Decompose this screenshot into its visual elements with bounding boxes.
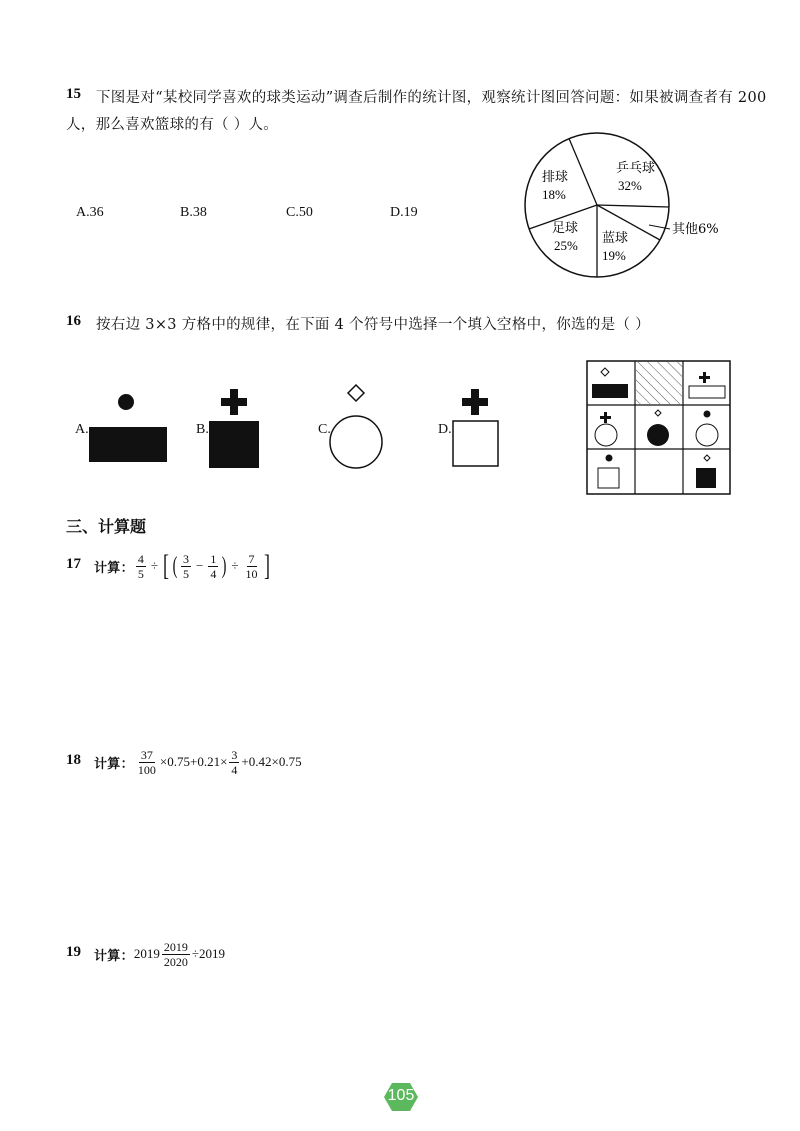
white-square-icon <box>453 421 498 466</box>
pie-label-football: 足球 <box>552 221 579 236</box>
q17-fraction-a: $\frac{4}{5}$ <box>137 551 144 581</box>
diamond-icon <box>348 385 364 401</box>
q16-option-a-figure <box>86 390 170 466</box>
q16-option-d-figure <box>448 386 506 472</box>
q18-expression <box>94 742 302 782</box>
right-paren: ) <box>221 553 227 579</box>
right-bracket: ] <box>263 549 270 582</box>
grid-cell-2-2 <box>647 410 669 446</box>
pie-label-other: 其他6% <box>672 222 719 237</box>
q16-text: 按右边 3×3 方格中的规律，在下面 4 个符号中选择一个填入空格中，你选的是（ ） <box>96 317 650 333</box>
grid-cell-3-2-empty <box>638 452 680 492</box>
left-bracket: [ <box>163 549 170 582</box>
q15-number: 15 <box>66 86 81 102</box>
page-number: 105 <box>387 1087 415 1104</box>
q16-option-c-label: C. <box>318 422 331 437</box>
q17-number: 17 <box>66 556 81 572</box>
q15-option-a: A.36 <box>76 205 104 220</box>
section-title-calculation: 三、计算题 <box>66 517 147 536</box>
q18-fraction-2: $\frac{3}{4}$ <box>231 747 238 777</box>
q18-number: 18 <box>66 752 81 768</box>
q15-text-line1: 下图是对“某校同学喜欢的球类运动”调查后制作的统计图，观察统计图回答问题：如果被调查者有 200 <box>96 90 767 106</box>
black-square-icon <box>209 421 259 468</box>
q19-label: 计算： <box>94 948 134 964</box>
q18-label: 计算： <box>94 756 134 772</box>
grid-cell-3-1 <box>598 455 619 489</box>
grid-cell-1-2-hatched <box>636 362 682 404</box>
q16-pattern-grid <box>586 360 732 496</box>
q16-number: 16 <box>66 313 81 329</box>
grid-cell-1-3 <box>689 372 725 398</box>
pie-label-basketball: 蓝球 <box>602 231 629 246</box>
q18-fraction-1: $\frac{37}{100}$ <box>137 747 156 777</box>
pie-pct-volleyball: 18% <box>542 187 566 202</box>
q16-option-a-label: A. <box>75 422 89 437</box>
q16-option-d-label: D. <box>438 422 452 437</box>
grid-cell-2-3 <box>696 411 718 447</box>
q15-option-c: C.50 <box>286 205 313 220</box>
q15-text-line2: 人，那么喜欢篮球的有（ ）人。 <box>66 117 279 133</box>
white-circle-icon <box>330 416 382 468</box>
black-rectangle-icon <box>89 427 167 462</box>
q18-part-2: +0.42×0.75 <box>241 754 302 769</box>
plus-icon <box>462 389 488 415</box>
left-paren: ( <box>172 553 178 579</box>
q17-fraction-b: $\frac{3}{5}$ <box>183 551 190 581</box>
q19-number: 19 <box>66 944 81 960</box>
q19-tail: ÷2019 <box>191 946 226 961</box>
pie-label-pingpong: 乒乓球 <box>616 161 656 176</box>
plus-icon <box>221 389 247 415</box>
dot-icon <box>118 394 134 410</box>
q15-pie-chart <box>520 130 760 290</box>
q17-fraction-d: $\frac{7}{10}$ <box>245 551 258 581</box>
q16-option-b-figure <box>206 386 264 472</box>
q18-part-1: ×0.75+0.21× <box>159 754 228 769</box>
q17-fraction-c: $\frac{1}{4}$ <box>210 551 217 581</box>
q16-option-b-label: B. <box>196 422 209 437</box>
q15-option-b: B.38 <box>180 205 207 220</box>
q17-expression: 计算： $\frac{4}{5}$ ÷ [ ( $\frac{3}{5}$ − $\frac{1}{4}$ ) ÷ $\frac{7}{10}$ ] <box>94 549 270 582</box>
grid-cell-3-3 <box>696 455 716 488</box>
pie-pct-pingpong: 32% <box>618 178 642 193</box>
pie-pct-basketball: 19% <box>602 248 626 263</box>
q19-expression <box>94 934 225 974</box>
grid-cell-1-1 <box>592 368 628 398</box>
pie-label-volleyball: 排球 <box>542 170 569 185</box>
q19-whole: 2019 <box>133 946 160 961</box>
pie-pct-football: 25% <box>554 238 578 253</box>
q19-fraction: $\frac{2019}{2020}$ <box>163 939 188 969</box>
q16-option-c-figure <box>328 382 388 474</box>
q15-option-d: D.19 <box>390 205 418 220</box>
q17-label: 计算： <box>94 560 134 576</box>
grid-cell-2-1 <box>595 412 617 446</box>
